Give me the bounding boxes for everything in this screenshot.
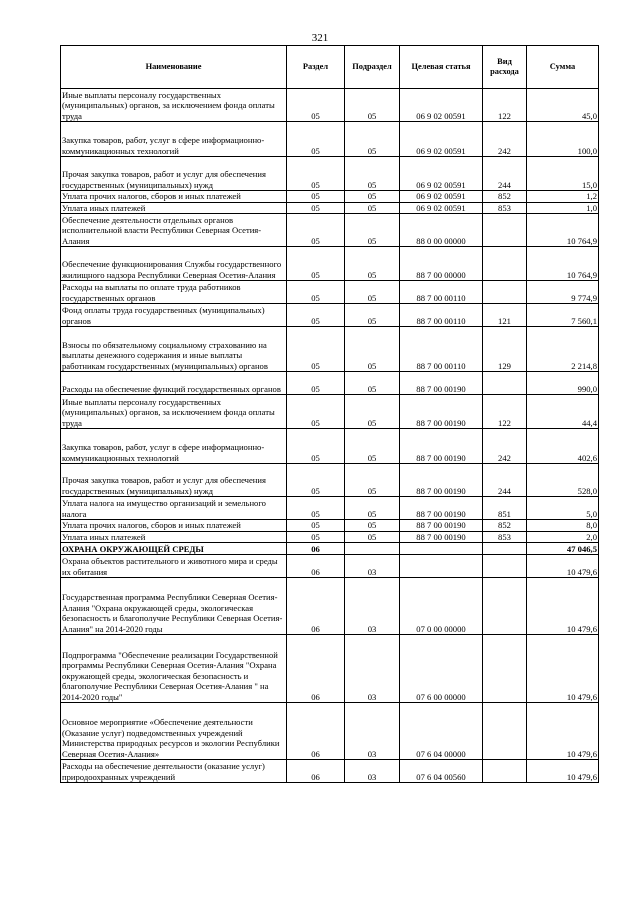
row-razdel: 05	[287, 304, 345, 327]
row-vid	[483, 372, 527, 395]
table-row	[61, 531, 599, 543]
row-summa: 8,0	[527, 520, 599, 532]
row-summa: 5,0	[527, 497, 599, 520]
row-razdel: 05	[287, 497, 345, 520]
row-podrazdel: 05	[345, 191, 400, 203]
row-celevaya: 88 7 00 00000	[400, 247, 483, 281]
row-vid: 244	[483, 157, 527, 191]
row-vid	[483, 555, 527, 578]
row-celevaya: 88 7 00 00190	[400, 372, 483, 395]
row-name: Закупка товаров, работ, услуг в сфере информационно-коммуникационных технологий	[61, 122, 287, 157]
header-podrazdel: Подраздел	[345, 46, 400, 89]
row-razdel: 05	[287, 531, 345, 543]
row-summa: 528,0	[527, 464, 599, 497]
row-name: Обеспечение функционирования Службы государственного жилищного надзора Республики Северная Осетия-Алания	[61, 247, 287, 281]
row-podrazdel: 05	[345, 304, 400, 327]
row-summa: 7 560,1	[527, 304, 599, 327]
row-vid: 852	[483, 191, 527, 203]
row-name: Уплата иных платежей	[61, 202, 287, 214]
row-summa: 10 479,6	[527, 635, 599, 703]
row-razdel: 05	[287, 372, 345, 395]
row-razdel: 06	[287, 555, 345, 578]
row-vid	[483, 281, 527, 304]
row-vid: 852	[483, 520, 527, 532]
row-name: Уплата прочих налогов, сборов и иных платежей	[61, 191, 287, 203]
table-row	[61, 281, 599, 304]
row-summa: 402,6	[527, 429, 599, 464]
row-summa: 1,0	[527, 202, 599, 214]
row-celevaya: 06 9 02 00591	[400, 191, 483, 203]
row-vid: 853	[483, 202, 527, 214]
row-name: Прочая закупка товаров, работ и услуг для обеспечения государственных (муниципальных) нужд	[61, 464, 287, 497]
row-celevaya: 88 7 00 00190	[400, 520, 483, 532]
row-celevaya: 07 0 00 00000	[400, 578, 483, 635]
row-podrazdel: 03	[345, 555, 400, 578]
header-celevaya: Целевая статья	[400, 46, 483, 89]
row-summa: 100,0	[527, 122, 599, 157]
table-header-row	[61, 46, 599, 89]
row-name: Подпрограмма "Обеспечение реализации Государственной программы Республики Северная Осетия-Алания "Охрана окружающей среды, экологическая безопасность и благополучие Республики Северная Осетия-Алания " на 2014-2020 годы"	[61, 635, 287, 703]
table-row	[61, 157, 599, 191]
table-row	[61, 372, 599, 395]
table-row	[61, 578, 599, 635]
table-row	[61, 191, 599, 203]
row-podrazdel: 05	[345, 214, 400, 247]
row-razdel: 05	[287, 89, 345, 122]
row-celevaya: 88 7 00 00110	[400, 281, 483, 304]
row-vid: 122	[483, 395, 527, 429]
table-row	[61, 520, 599, 532]
row-razdel: 06	[287, 703, 345, 760]
row-celevaya: 88 0 00 00000	[400, 214, 483, 247]
row-razdel: 05	[287, 157, 345, 191]
header-vid: Вид расхода	[483, 46, 527, 89]
row-name: Расходы на обеспечение деятельности (оказание услуг) природоохранных учреждений	[61, 760, 287, 783]
row-razdel: 06	[287, 543, 345, 555]
row-summa: 2 214,8	[527, 327, 599, 372]
row-celevaya	[400, 543, 483, 555]
row-name: Закупка товаров, работ, услуг в сфере информационно-коммуникационных технологий	[61, 429, 287, 464]
row-podrazdel: 05	[345, 281, 400, 304]
header-summa: Сумма	[527, 46, 599, 89]
row-name: Расходы на обеспечение функций государственных органов	[61, 372, 287, 395]
row-celevaya: 06 9 02 00591	[400, 202, 483, 214]
row-vid	[483, 543, 527, 555]
row-razdel: 05	[287, 464, 345, 497]
row-podrazdel: 05	[345, 429, 400, 464]
budget-table	[60, 45, 599, 783]
row-name: Уплата прочих налогов, сборов и иных платежей	[61, 520, 287, 532]
row-vid	[483, 703, 527, 760]
row-summa: 44,4	[527, 395, 599, 429]
row-summa: 990,0	[527, 372, 599, 395]
table-row	[61, 247, 599, 281]
row-podrazdel: 05	[345, 122, 400, 157]
row-razdel: 06	[287, 760, 345, 783]
row-vid: 121	[483, 304, 527, 327]
row-podrazdel: 03	[345, 635, 400, 703]
table-row	[61, 89, 599, 122]
row-celevaya: 88 7 00 00190	[400, 464, 483, 497]
row-razdel: 05	[287, 214, 345, 247]
row-celevaya: 07 6 04 00560	[400, 760, 483, 783]
table-row	[61, 214, 599, 247]
row-summa: 47 046,5	[527, 543, 599, 555]
row-razdel: 06	[287, 635, 345, 703]
row-name: Обеспечение деятельности отдельных органов исполнительной власти Республики Северная Осетия-Алания	[61, 214, 287, 247]
row-celevaya: 88 7 00 00190	[400, 497, 483, 520]
row-razdel: 05	[287, 281, 345, 304]
row-summa: 1,2	[527, 191, 599, 203]
row-name: Основное мероприятие «Обеспечение деятельности (Оказание услуг) подведомственных учреждений Министерства природных ресурсов и экологии Республики Северная Осетия-Алания»	[61, 703, 287, 760]
row-celevaya: 06 9 02 00591	[400, 122, 483, 157]
row-razdel: 05	[287, 327, 345, 372]
row-name: Охрана объектов растительного и животного мира и среды их обитания	[61, 555, 287, 578]
row-vid: 851	[483, 497, 527, 520]
row-celevaya: 07 6 00 00000	[400, 635, 483, 703]
row-celevaya: 06 9 02 00591	[400, 157, 483, 191]
header-razdel: Раздел	[287, 46, 345, 89]
row-podrazdel: 05	[345, 247, 400, 281]
row-podrazdel: 05	[345, 531, 400, 543]
row-vid	[483, 214, 527, 247]
table-row	[61, 202, 599, 214]
row-celevaya: 07 6 04 00000	[400, 703, 483, 760]
row-name: Прочая закупка товаров, работ и услуг для обеспечения государственных (муниципальных) нужд	[61, 157, 287, 191]
row-name: Взносы по обязательному социальному страхованию на выплаты денежного содержания и иные выплаты работникам государственных (муниципальных) органов	[61, 327, 287, 372]
row-summa: 9 774,9	[527, 281, 599, 304]
row-celevaya: 88 7 00 00190	[400, 531, 483, 543]
row-summa: 10 479,6	[527, 703, 599, 760]
row-podrazdel: 05	[345, 464, 400, 497]
row-name: Государственная программа Республики Северная Осетия-Алания "Охрана окружающей среды, экологическая безопасность и благополучие Республики Северная Осетия-Алания" на 2014-2020 годы	[61, 578, 287, 635]
table-row	[61, 464, 599, 497]
row-vid	[483, 635, 527, 703]
row-podrazdel: 05	[345, 157, 400, 191]
row-summa: 10 479,6	[527, 760, 599, 783]
row-podrazdel: 05	[345, 372, 400, 395]
row-summa: 15,0	[527, 157, 599, 191]
row-vid	[483, 578, 527, 635]
row-vid	[483, 247, 527, 281]
row-celevaya: 88 7 00 00110	[400, 327, 483, 372]
row-name: Расходы на выплаты по оплате труда работников государственных органов	[61, 281, 287, 304]
row-vid: 853	[483, 531, 527, 543]
row-summa: 10 479,6	[527, 555, 599, 578]
row-celevaya: 88 7 00 00110	[400, 304, 483, 327]
row-razdel: 05	[287, 520, 345, 532]
row-vid: 122	[483, 89, 527, 122]
row-podrazdel: 05	[345, 497, 400, 520]
row-summa: 10 764,9	[527, 247, 599, 281]
row-summa: 45,0	[527, 89, 599, 122]
row-podrazdel: 03	[345, 703, 400, 760]
row-name: ОХРАНА ОКРУЖАЮЩЕЙ СРЕДЫ	[61, 543, 287, 555]
row-razdel: 05	[287, 395, 345, 429]
row-name: Уплата иных платежей	[61, 531, 287, 543]
table-row	[61, 497, 599, 520]
row-podrazdel: 05	[345, 89, 400, 122]
row-razdel: 06	[287, 578, 345, 635]
row-summa: 10 479,6	[527, 578, 599, 635]
table-row	[61, 122, 599, 157]
row-name: Иные выплаты персоналу государственных (муниципальных) органов, за исключением фонда оплаты труда	[61, 395, 287, 429]
table-row	[61, 327, 599, 372]
header-name: Наименование	[61, 46, 287, 89]
row-celevaya	[400, 555, 483, 578]
row-podrazdel	[345, 543, 400, 555]
table-row	[61, 304, 599, 327]
row-vid: 129	[483, 327, 527, 372]
row-podrazdel: 05	[345, 520, 400, 532]
row-podrazdel: 03	[345, 760, 400, 783]
table-row	[61, 760, 599, 783]
table-row	[61, 395, 599, 429]
row-celevaya: 88 7 00 00190	[400, 395, 483, 429]
table-row	[61, 635, 599, 703]
row-celevaya: 88 7 00 00190	[400, 429, 483, 464]
row-podrazdel: 05	[345, 395, 400, 429]
row-summa: 2,0	[527, 531, 599, 543]
table-row	[61, 429, 599, 464]
row-vid	[483, 760, 527, 783]
row-vid: 244	[483, 464, 527, 497]
row-razdel: 05	[287, 191, 345, 203]
row-podrazdel: 05	[345, 202, 400, 214]
row-razdel: 05	[287, 429, 345, 464]
row-name: Уплата налога на имущество организаций и земельного налога	[61, 497, 287, 520]
table-row	[61, 555, 599, 578]
row-razdel: 05	[287, 122, 345, 157]
table-body	[61, 89, 599, 783]
row-summa: 10 764,9	[527, 214, 599, 247]
row-podrazdel: 03	[345, 578, 400, 635]
row-vid: 242	[483, 429, 527, 464]
table-row	[61, 703, 599, 760]
row-celevaya: 06 9 02 00591	[400, 89, 483, 122]
row-razdel: 05	[287, 202, 345, 214]
table-row-section	[61, 543, 599, 555]
row-name: Фонд оплаты труда государственных (муниципальных) органов	[61, 304, 287, 327]
row-name: Иные выплаты персоналу государственных (муниципальных) органов, за исключением фонда оплаты труда	[61, 89, 287, 122]
row-razdel: 05	[287, 247, 345, 281]
row-podrazdel: 05	[345, 327, 400, 372]
page-number: 321	[311, 32, 329, 44]
row-vid: 242	[483, 122, 527, 157]
